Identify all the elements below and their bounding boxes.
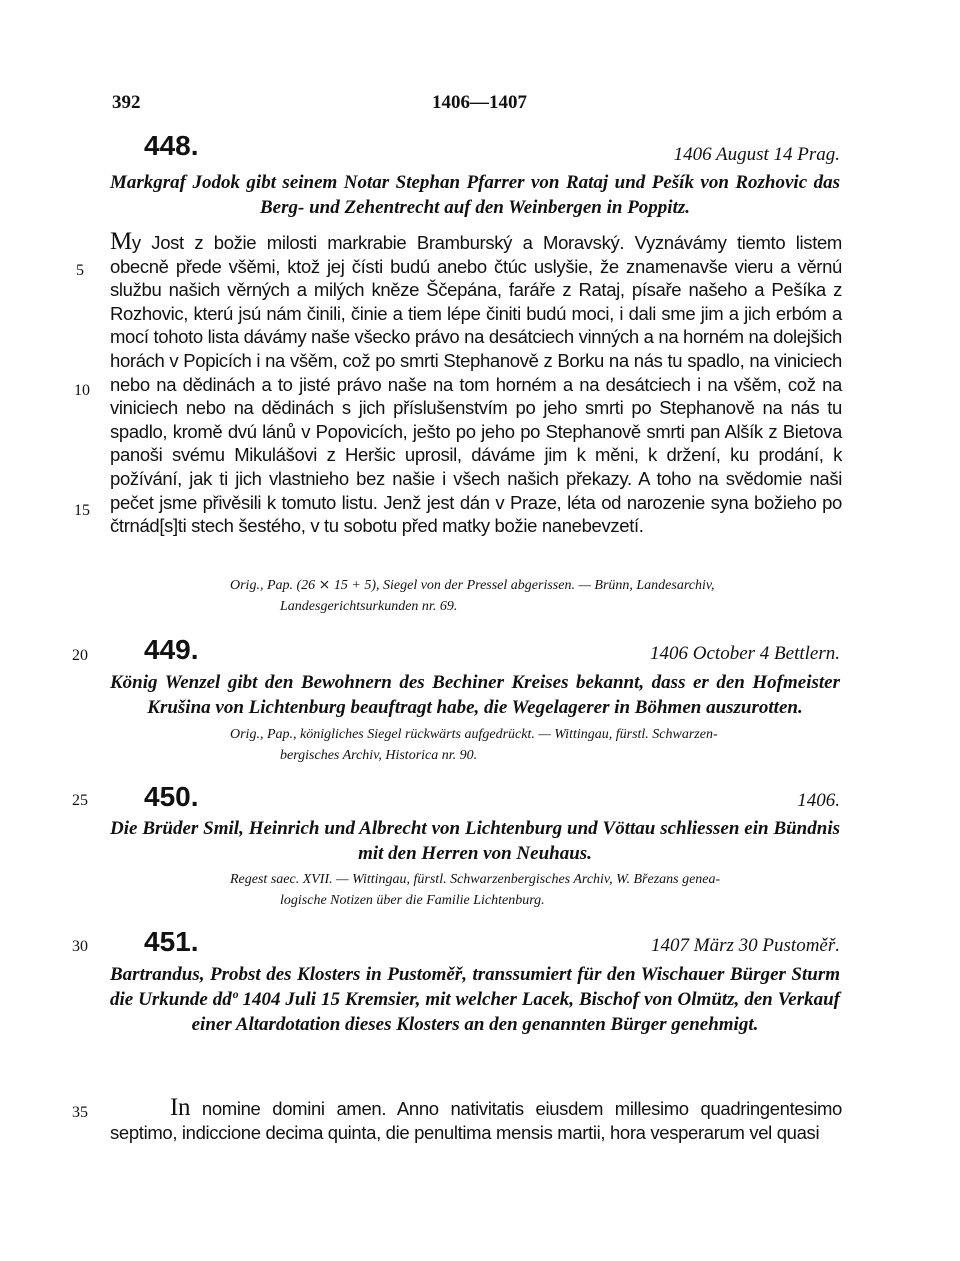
entry-date: 1406 August 14 Prag. xyxy=(673,144,840,165)
entry-source-note xyxy=(230,724,842,766)
page-number: 392 xyxy=(112,92,141,113)
entry-number: 448. xyxy=(144,130,199,161)
note-line: Orig., Pap., königliches Siegel rückwärts aufgedrückt. — Wittingau, fürstl. Schwarzen- xyxy=(230,727,718,742)
entry-number: 449. xyxy=(144,634,199,665)
entry-regest: Die Brüder Smil, Heinrich und Albrecht von Lichtenburg und Vöttau schliessen ein Bündnis mit den Herren von Neuhaus. xyxy=(110,818,840,864)
entry-regest: Bartrandus, Probst des Klosters in Pustoměř, transsumiert für den Wischauer Bürger Sturm die Urkunde ddº 1404 Juli 15 Kremsier, mit welcher Lacek, Bischof von Olmütz, den Verkauf einer Altardotation dieses Klosters an den genannten Bürger genehmigt. xyxy=(110,964,840,1035)
running-header-years: 1406—1407 xyxy=(432,92,527,113)
entry-source-note xyxy=(230,869,842,911)
entry-regest: Markgraf Jodok gibt seinem Notar Stephan Pfarrer von Rataj und Pešík von Rozhovic das Berg- und Zehentrecht auf den Weinbergen in Poppitz. xyxy=(110,172,840,218)
entry-date: 1406. xyxy=(797,790,840,811)
entry-number: 450. xyxy=(144,781,199,812)
note-line-cont: bergisches Archiv, Historica nr. 90. xyxy=(280,748,478,763)
line-number: 25 xyxy=(72,792,88,809)
note-line: Orig., Pap. (26 ⨯ 15 + 5), Siegel von der Pressel abgerissen. — Brünn, Landesarchiv, xyxy=(230,578,715,593)
entry-text-content: nomine domini amen. Anno nativitatis eiusdem millesimo quadringentesimo septimo, indiccione decima quinta, die penultima mensis martii, hora vesperarum vel quasi xyxy=(110,1098,842,1143)
line-number: 15 xyxy=(74,502,90,519)
entry-date: 1406 October 4 Bettlern. xyxy=(650,643,840,664)
line-number: 35 xyxy=(72,1104,88,1121)
entry-text xyxy=(110,230,842,538)
note-line: Regest saec. XVII. — Wittingau, fürstl. Schwarzenbergisches Archiv, W. Březans genea- xyxy=(230,872,721,887)
line-number: 10 xyxy=(74,382,90,399)
note-line-cont: logische Notizen über die Familie Lichtenburg. xyxy=(280,893,545,908)
line-number: 30 xyxy=(72,938,88,955)
initial-letter: In xyxy=(170,1094,191,1121)
entry-date: 1407 März 30 Pustoměř. xyxy=(651,935,840,956)
note-line-cont: Landesgerichtsurkunden nr. 69. xyxy=(280,599,458,614)
line-number: 5 xyxy=(76,262,84,279)
entry-number: 451. xyxy=(144,926,199,957)
line-number: 20 xyxy=(72,647,88,664)
entry-source-note xyxy=(230,575,842,617)
entry-text-content: y Jost z božie milosti markrabie Bramburský a Moravský. Vyznávámy tiemto listem obecně přede všěmi, ktož jej čísti budú anebo čtúc uslyšie, že znamenavše vieru a věrnú službu našich věrných a milých kněze Ščepána, faráře z Rataj, písaře našeho a Pešíka z Rozhovic, kterú jsú nám činili, činie a tiem lépe činiti budú moci, i dali sme jim a jich erbóm a mocí tohoto lista dávámy naše všecko právo na desátciech vinných a na horném na dolejšich horách v Popicích i na všěm, což po smrti Stephanově z Borku na nás tu spadlo, na viniciech nebo na dědinách a to jisté právo naše na tom horném a na desátciech i na všěm, což na viniciech nebo na dědinách s jich příslušenstvím po jeho smrti po Stephanově na nás tu spadlo, kromě dvú lánů v Popovicích, ješto po jeho po Stephanově smrti pan Alšík z Bietova panoši svému Mikulášovi z Heršic uprosil, dáváme jim k měni, k držení, ku prodání, k požívání, jak ti jich vlastnieho bez našie i všech našich překazy. A toho na svědomie naši pečet jsme přivěsili k tomuto listu. Jenž jest dán v Praze, léta od narozenie syna božieho po čtrnád[s]ti stech šestého, v tu sobotu před matky božie nanebevzetí. xyxy=(110,232,842,537)
entry-text xyxy=(110,1096,842,1144)
initial-letter: M xyxy=(110,228,132,255)
entry-regest: König Wenzel gibt den Bewohnern des Bechiner Kreises bekannt, dass er den Hofmeister Krušina von Lichtenburg beauftragt habe, die Wegelagerer in Böhmen auszurotten. xyxy=(110,672,840,718)
